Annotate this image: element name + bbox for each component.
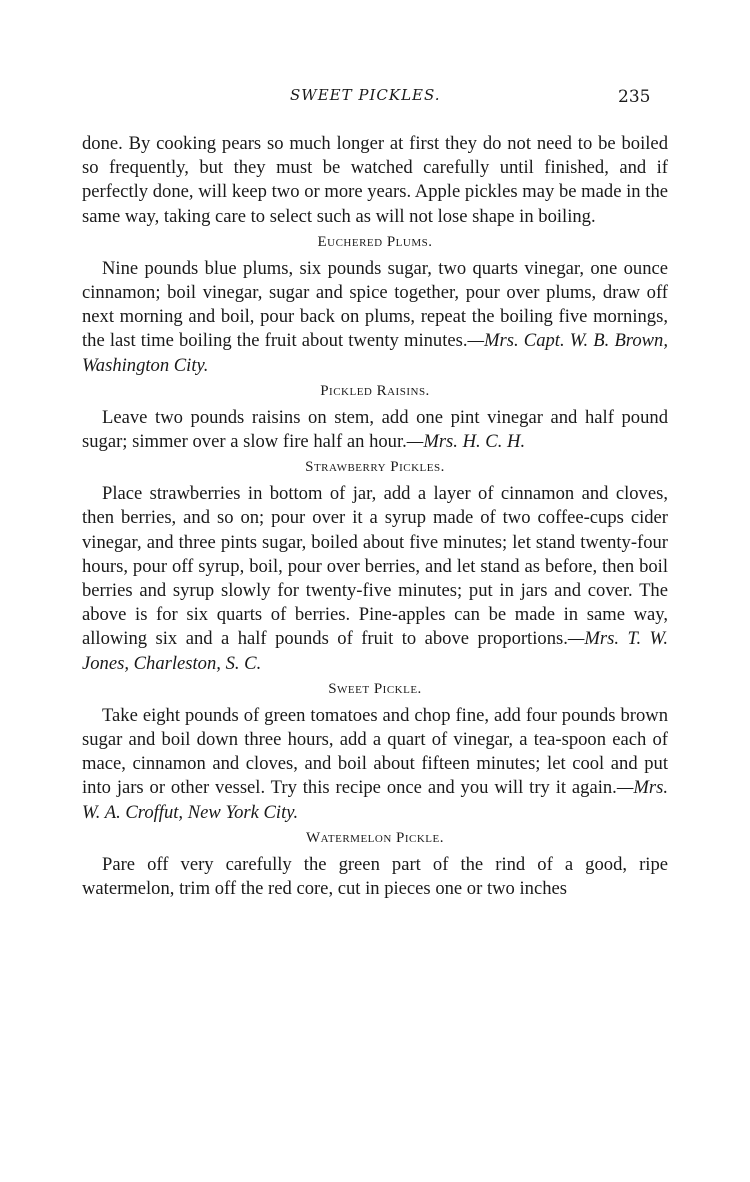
recipe-title-strawberry-pickles: Strawberry Pickles. [305, 459, 445, 476]
recipe-text: Pare off very carefully the green part of the rind of a good, ripe watermelon, trim off the red core, cut in pieces one or two inches [82, 853, 668, 900]
recipe-title-sweet-pickle: Sweet Pickle. [328, 680, 422, 697]
recipe-body-strawberry-pickles [82, 482, 668, 676]
recipe-text: Place strawberries in bottom of jar, add a layer of cinnamon and cloves, then berries, and so on; pour over it a syrup made of two coffee-cups cider vinegar, and three pints sugar, boiled about five minutes; let stand twenty-four hours, pour off syrup, boil, pour over berries, and let stand as before, then boil berries and syrup slowly for twenty-five minutes; put in jars and cover. The above is for six quarts of berries. Pine-apples can be made in same way, allowing six and a half pounds of fruit to above proportions. [82, 483, 668, 650]
recipe-attribution: —Mrs. Capt. W. B. Brown, Washington City. [82, 330, 668, 376]
recipe-text: Leave two pounds raisins on stem, add one pint vinegar and half pound sugar; simmer over a slow fire half an hour. [82, 406, 668, 453]
page-number: 235 [618, 87, 651, 107]
recipe-attribution: —Mrs. T. W. Jones, Charleston, S. C. [82, 628, 668, 674]
page-body [82, 132, 668, 901]
recipe-body-watermelon-pickle [82, 853, 668, 901]
recipe-text: Take eight pounds of green tomatoes and chop fine, add four pounds brown sugar and boil down three hours, add a quart of vinegar, a tea-spoon each of mace, cinnamon and cloves, and boil about fifteen minutes; let cool and put into jars or other vessel. Try this recipe once and you will try it again. [82, 704, 668, 799]
recipe-title-watermelon-pickle: Watermelon Pickle. [306, 829, 444, 846]
recipe-body-sweet-pickle [82, 704, 668, 825]
recipe-attribution: —Mrs. H. C. H. [406, 431, 526, 453]
recipe-title-pickled-raisins: Pickled Raisins. [320, 382, 430, 399]
recipe-body-pickled-raisins [82, 406, 668, 454]
page-header [0, 86, 750, 112]
recipe-body-euchered-plums [82, 257, 668, 378]
recipe-title-euchered-plums: Euchered Plums. [317, 233, 433, 250]
recipe-text: Nine pounds blue plums, six pounds sugar, two quarts vinegar, one ounce cinnamon; boil vinegar, sugar and spice together, pour over plums, draw off next morning and boil, pour back on plums, repeat the boiling five mornings, the last time boiling the fruit about twenty minutes. [82, 257, 668, 352]
recipe-attribution: —Mrs. W. A. Croffut, New York City. [82, 777, 668, 823]
running-title: SWEET PICKLES. [290, 86, 441, 104]
continuation-paragraph: done. By cooking pears so much longer at first they do not need to be boiled so frequently, but they must be watched carefully until finished, and if perfectly done, will keep two or more years. Apple pickles may be made in the same way, taking care to select such as will not lose shape in boiling. [82, 133, 668, 227]
